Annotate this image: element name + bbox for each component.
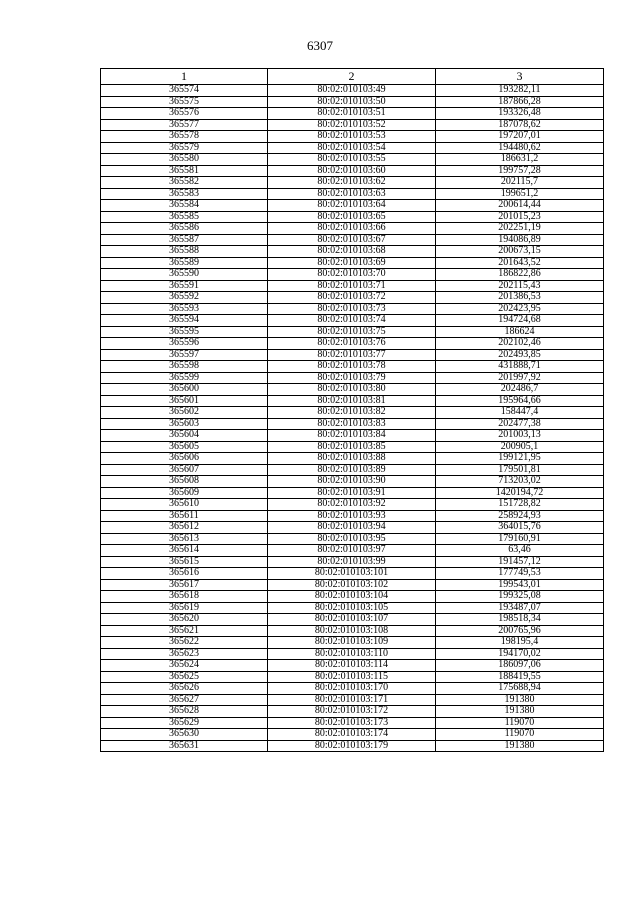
row-number-cell: 365613	[101, 533, 268, 545]
table-row	[101, 602, 604, 614]
cadastral-number-cell: 80:02:010103:64	[268, 200, 436, 212]
row-number-cell: 365624	[101, 660, 268, 672]
cadastral-number-cell: 80:02:010103:171	[268, 694, 436, 706]
row-number-cell: 365618	[101, 591, 268, 603]
value-cell: 199757,28	[436, 165, 604, 177]
row-number-cell: 365602	[101, 407, 268, 419]
row-number-cell: 365611	[101, 510, 268, 522]
row-number-cell: 365575	[101, 96, 268, 108]
cadastral-number-cell: 80:02:010103:93	[268, 510, 436, 522]
value-cell: 431888,71	[436, 361, 604, 373]
value-cell: 364015,76	[436, 522, 604, 534]
cadastral-number-cell: 80:02:010103:97	[268, 545, 436, 557]
cadastral-number-cell: 80:02:010103:89	[268, 464, 436, 476]
row-number-cell: 365631	[101, 740, 268, 752]
table-row	[101, 119, 604, 131]
value-cell: 201643,52	[436, 257, 604, 269]
table-row	[101, 510, 604, 522]
table-row	[101, 706, 604, 718]
table-row	[101, 326, 604, 338]
value-cell: 158447,4	[436, 407, 604, 419]
table-row	[101, 568, 604, 580]
column-header-3: 3	[436, 69, 604, 85]
row-number-cell: 365589	[101, 257, 268, 269]
row-number-cell: 365588	[101, 246, 268, 258]
table-row	[101, 200, 604, 212]
table-row	[101, 211, 604, 223]
cadastral-number-cell: 80:02:010103:99	[268, 556, 436, 568]
value-cell: 200765,96	[436, 625, 604, 637]
cadastral-number-cell: 80:02:010103:84	[268, 430, 436, 442]
row-number-cell: 365607	[101, 464, 268, 476]
row-number-cell: 365585	[101, 211, 268, 223]
table-row	[101, 165, 604, 177]
value-cell: 200905,1	[436, 441, 604, 453]
value-cell: 175688,94	[436, 683, 604, 695]
row-number-cell: 365627	[101, 694, 268, 706]
value-cell: 177749,53	[436, 568, 604, 580]
cadastral-number-cell: 80:02:010103:74	[268, 315, 436, 327]
row-number-cell: 365582	[101, 177, 268, 189]
row-number-cell: 365629	[101, 717, 268, 729]
cadastral-number-cell: 80:02:010103:173	[268, 717, 436, 729]
column-header-1: 1	[101, 69, 268, 85]
row-number-cell: 365574	[101, 85, 268, 97]
cadastral-number-cell: 80:02:010103:179	[268, 740, 436, 752]
value-cell: 194170,02	[436, 648, 604, 660]
table-row	[101, 579, 604, 591]
table-body	[101, 85, 604, 752]
table-row	[101, 683, 604, 695]
cadastral-number-cell: 80:02:010103:108	[268, 625, 436, 637]
cadastral-number-cell: 80:02:010103:94	[268, 522, 436, 534]
table-row	[101, 418, 604, 430]
cadastral-number-cell: 80:02:010103:72	[268, 292, 436, 304]
cadastral-number-cell: 80:02:010103:115	[268, 671, 436, 683]
table-row	[101, 487, 604, 499]
value-cell: 193326,48	[436, 108, 604, 120]
row-number-cell: 365583	[101, 188, 268, 200]
row-number-cell: 365614	[101, 545, 268, 557]
value-cell: 201386,53	[436, 292, 604, 304]
row-number-cell: 365590	[101, 269, 268, 281]
cadastral-number-cell: 80:02:010103:69	[268, 257, 436, 269]
table-row	[101, 556, 604, 568]
cadastral-number-cell: 80:02:010103:52	[268, 119, 436, 131]
value-cell: 195964,66	[436, 395, 604, 407]
table-row	[101, 637, 604, 649]
cadastral-number-cell: 80:02:010103:101	[268, 568, 436, 580]
value-cell: 202423,95	[436, 303, 604, 315]
cadastral-number-cell: 80:02:010103:81	[268, 395, 436, 407]
value-cell: 188419,55	[436, 671, 604, 683]
row-number-cell: 365620	[101, 614, 268, 626]
row-number-cell: 365587	[101, 234, 268, 246]
cadastral-number-cell: 80:02:010103:92	[268, 499, 436, 511]
value-cell: 198518,34	[436, 614, 604, 626]
table-row	[101, 246, 604, 258]
table-row	[101, 292, 604, 304]
cadastral-number-cell: 80:02:010103:63	[268, 188, 436, 200]
value-cell: 199325,08	[436, 591, 604, 603]
value-cell: 193282,11	[436, 85, 604, 97]
row-number-cell: 365592	[101, 292, 268, 304]
row-number-cell: 365595	[101, 326, 268, 338]
table-row	[101, 303, 604, 315]
value-cell: 201997,92	[436, 372, 604, 384]
value-cell: 119070	[436, 717, 604, 729]
value-cell: 151728,82	[436, 499, 604, 511]
table-row	[101, 671, 604, 683]
row-number-cell: 365599	[101, 372, 268, 384]
row-number-cell: 365578	[101, 131, 268, 143]
table-row	[101, 740, 604, 752]
table-row	[101, 453, 604, 465]
table-row	[101, 545, 604, 557]
table-row	[101, 625, 604, 637]
cadastral-number-cell: 80:02:010103:67	[268, 234, 436, 246]
cadastral-number-cell: 80:02:010103:66	[268, 223, 436, 235]
value-cell: 187866,28	[436, 96, 604, 108]
row-number-cell: 365612	[101, 522, 268, 534]
cadastral-number-cell: 80:02:010103:102	[268, 579, 436, 591]
cadastral-number-cell: 80:02:010103:91	[268, 487, 436, 499]
table-row	[101, 694, 604, 706]
row-number-cell: 365623	[101, 648, 268, 660]
row-number-cell: 365580	[101, 154, 268, 166]
table-header-row	[101, 69, 604, 85]
table-row	[101, 349, 604, 361]
value-cell: 713203,02	[436, 476, 604, 488]
row-number-cell: 365604	[101, 430, 268, 442]
cadastral-number-cell: 80:02:010103:172	[268, 706, 436, 718]
cadastral-number-cell: 80:02:010103:71	[268, 280, 436, 292]
row-number-cell: 365625	[101, 671, 268, 683]
row-number-cell: 365579	[101, 142, 268, 154]
table-row	[101, 533, 604, 545]
value-cell: 202115,7	[436, 177, 604, 189]
row-number-cell: 365576	[101, 108, 268, 120]
table-row	[101, 430, 604, 442]
value-cell: 1420194,72	[436, 487, 604, 499]
value-cell: 119070	[436, 729, 604, 741]
value-cell: 191380	[436, 740, 604, 752]
row-number-cell: 365608	[101, 476, 268, 488]
row-number-cell: 365622	[101, 637, 268, 649]
row-number-cell: 365598	[101, 361, 268, 373]
row-number-cell: 365586	[101, 223, 268, 235]
row-number-cell: 365609	[101, 487, 268, 499]
table-row	[101, 717, 604, 729]
cadastral-number-cell: 80:02:010103:50	[268, 96, 436, 108]
row-number-cell: 365597	[101, 349, 268, 361]
cadastral-number-cell: 80:02:010103:174	[268, 729, 436, 741]
value-cell: 186822,86	[436, 269, 604, 281]
table-row	[101, 441, 604, 453]
value-cell: 191380	[436, 694, 604, 706]
cadastral-number-cell: 80:02:010103:68	[268, 246, 436, 258]
row-number-cell: 365628	[101, 706, 268, 718]
cadastral-number-cell: 80:02:010103:82	[268, 407, 436, 419]
table-row	[101, 395, 604, 407]
row-number-cell: 365596	[101, 338, 268, 350]
cadastral-number-cell: 80:02:010103:78	[268, 361, 436, 373]
table-row	[101, 85, 604, 97]
table-row	[101, 177, 604, 189]
value-cell: 202477,38	[436, 418, 604, 430]
cadastral-number-cell: 80:02:010103:77	[268, 349, 436, 361]
cadastral-number-cell: 80:02:010103:104	[268, 591, 436, 603]
column-header-2: 2	[268, 69, 436, 85]
value-cell: 179160,91	[436, 533, 604, 545]
value-cell: 258924,93	[436, 510, 604, 522]
table-row	[101, 96, 604, 108]
row-number-cell: 365626	[101, 683, 268, 695]
row-number-cell: 365605	[101, 441, 268, 453]
cadastral-number-cell: 80:02:010103:114	[268, 660, 436, 672]
value-cell: 198195,4	[436, 637, 604, 649]
value-cell: 179501,81	[436, 464, 604, 476]
page-number: 6307	[307, 38, 333, 53]
table-row	[101, 660, 604, 672]
cadastral-number-cell: 80:02:010103:54	[268, 142, 436, 154]
table-row	[101, 591, 604, 603]
cadastral-number-cell: 80:02:010103:51	[268, 108, 436, 120]
value-cell: 202486,7	[436, 384, 604, 396]
cadastral-number-cell: 80:02:010103:95	[268, 533, 436, 545]
table-row	[101, 372, 604, 384]
value-cell: 202102,46	[436, 338, 604, 350]
value-cell: 186631,2	[436, 154, 604, 166]
value-cell: 197207,01	[436, 131, 604, 143]
value-cell: 63,46	[436, 545, 604, 557]
table-row	[101, 315, 604, 327]
cadastral-number-cell: 80:02:010103:65	[268, 211, 436, 223]
row-number-cell: 365615	[101, 556, 268, 568]
cadastral-number-cell: 80:02:010103:88	[268, 453, 436, 465]
cadastral-number-cell: 80:02:010103:85	[268, 441, 436, 453]
table-row	[101, 476, 604, 488]
row-number-cell: 365591	[101, 280, 268, 292]
value-cell: 199543,01	[436, 579, 604, 591]
row-number-cell: 365610	[101, 499, 268, 511]
table-row	[101, 499, 604, 511]
value-cell: 193487,07	[436, 602, 604, 614]
table-row	[101, 269, 604, 281]
row-number-cell: 365630	[101, 729, 268, 741]
value-cell: 199651,2	[436, 188, 604, 200]
row-number-cell: 365577	[101, 119, 268, 131]
cadastral-number-cell: 80:02:010103:170	[268, 683, 436, 695]
cadastral-number-cell: 80:02:010103:80	[268, 384, 436, 396]
table-row	[101, 614, 604, 626]
cadastral-number-cell: 80:02:010103:110	[268, 648, 436, 660]
value-cell: 202251,19	[436, 223, 604, 235]
cadastral-number-cell: 80:02:010103:73	[268, 303, 436, 315]
cadastral-number-cell: 80:02:010103:79	[268, 372, 436, 384]
value-cell: 191380	[436, 706, 604, 718]
value-cell: 194480,62	[436, 142, 604, 154]
row-number-cell: 365606	[101, 453, 268, 465]
value-cell: 202115,43	[436, 280, 604, 292]
table-row	[101, 361, 604, 373]
value-cell: 194724,68	[436, 315, 604, 327]
cadastral-number-cell: 80:02:010103:60	[268, 165, 436, 177]
cadastral-number-cell: 80:02:010103:70	[268, 269, 436, 281]
value-cell: 200614,44	[436, 200, 604, 212]
value-cell: 191457,12	[436, 556, 604, 568]
table-row	[101, 522, 604, 534]
value-cell: 200673,15	[436, 246, 604, 258]
cadastral-number-cell: 80:02:010103:90	[268, 476, 436, 488]
row-number-cell: 365593	[101, 303, 268, 315]
table-row	[101, 223, 604, 235]
value-cell: 202493,85	[436, 349, 604, 361]
cadastral-number-cell: 80:02:010103:75	[268, 326, 436, 338]
table-row	[101, 142, 604, 154]
cadastral-number-cell: 80:02:010103:49	[268, 85, 436, 97]
table-row	[101, 464, 604, 476]
row-number-cell: 365616	[101, 568, 268, 580]
value-cell: 201003,13	[436, 430, 604, 442]
value-cell: 201015,23	[436, 211, 604, 223]
value-cell: 186624	[436, 326, 604, 338]
table-row	[101, 338, 604, 350]
table-row	[101, 384, 604, 396]
row-number-cell: 365601	[101, 395, 268, 407]
table-row	[101, 729, 604, 741]
table-row	[101, 648, 604, 660]
value-cell: 186097,06	[436, 660, 604, 672]
cadastral-number-cell: 80:02:010103:83	[268, 418, 436, 430]
row-number-cell: 365617	[101, 579, 268, 591]
cadastral-number-cell: 80:02:010103:76	[268, 338, 436, 350]
table-row	[101, 188, 604, 200]
row-number-cell: 365594	[101, 315, 268, 327]
cadastral-number-cell: 80:02:010103:55	[268, 154, 436, 166]
cadastral-number-cell: 80:02:010103:105	[268, 602, 436, 614]
table-row	[101, 407, 604, 419]
cadastral-value-table	[100, 68, 604, 752]
table-row	[101, 234, 604, 246]
cadastral-number-cell: 80:02:010103:109	[268, 637, 436, 649]
row-number-cell: 365621	[101, 625, 268, 637]
row-number-cell: 365584	[101, 200, 268, 212]
value-cell: 194086,89	[436, 234, 604, 246]
table-row	[101, 154, 604, 166]
table-row	[101, 280, 604, 292]
table-row	[101, 257, 604, 269]
value-cell: 199121,95	[436, 453, 604, 465]
cadastral-number-cell: 80:02:010103:62	[268, 177, 436, 189]
row-number-cell: 365600	[101, 384, 268, 396]
value-cell: 187078,62	[436, 119, 604, 131]
table-row	[101, 131, 604, 143]
table-row	[101, 108, 604, 120]
cadastral-number-cell: 80:02:010103:53	[268, 131, 436, 143]
row-number-cell: 365603	[101, 418, 268, 430]
row-number-cell: 365581	[101, 165, 268, 177]
row-number-cell: 365619	[101, 602, 268, 614]
cadastral-number-cell: 80:02:010103:107	[268, 614, 436, 626]
